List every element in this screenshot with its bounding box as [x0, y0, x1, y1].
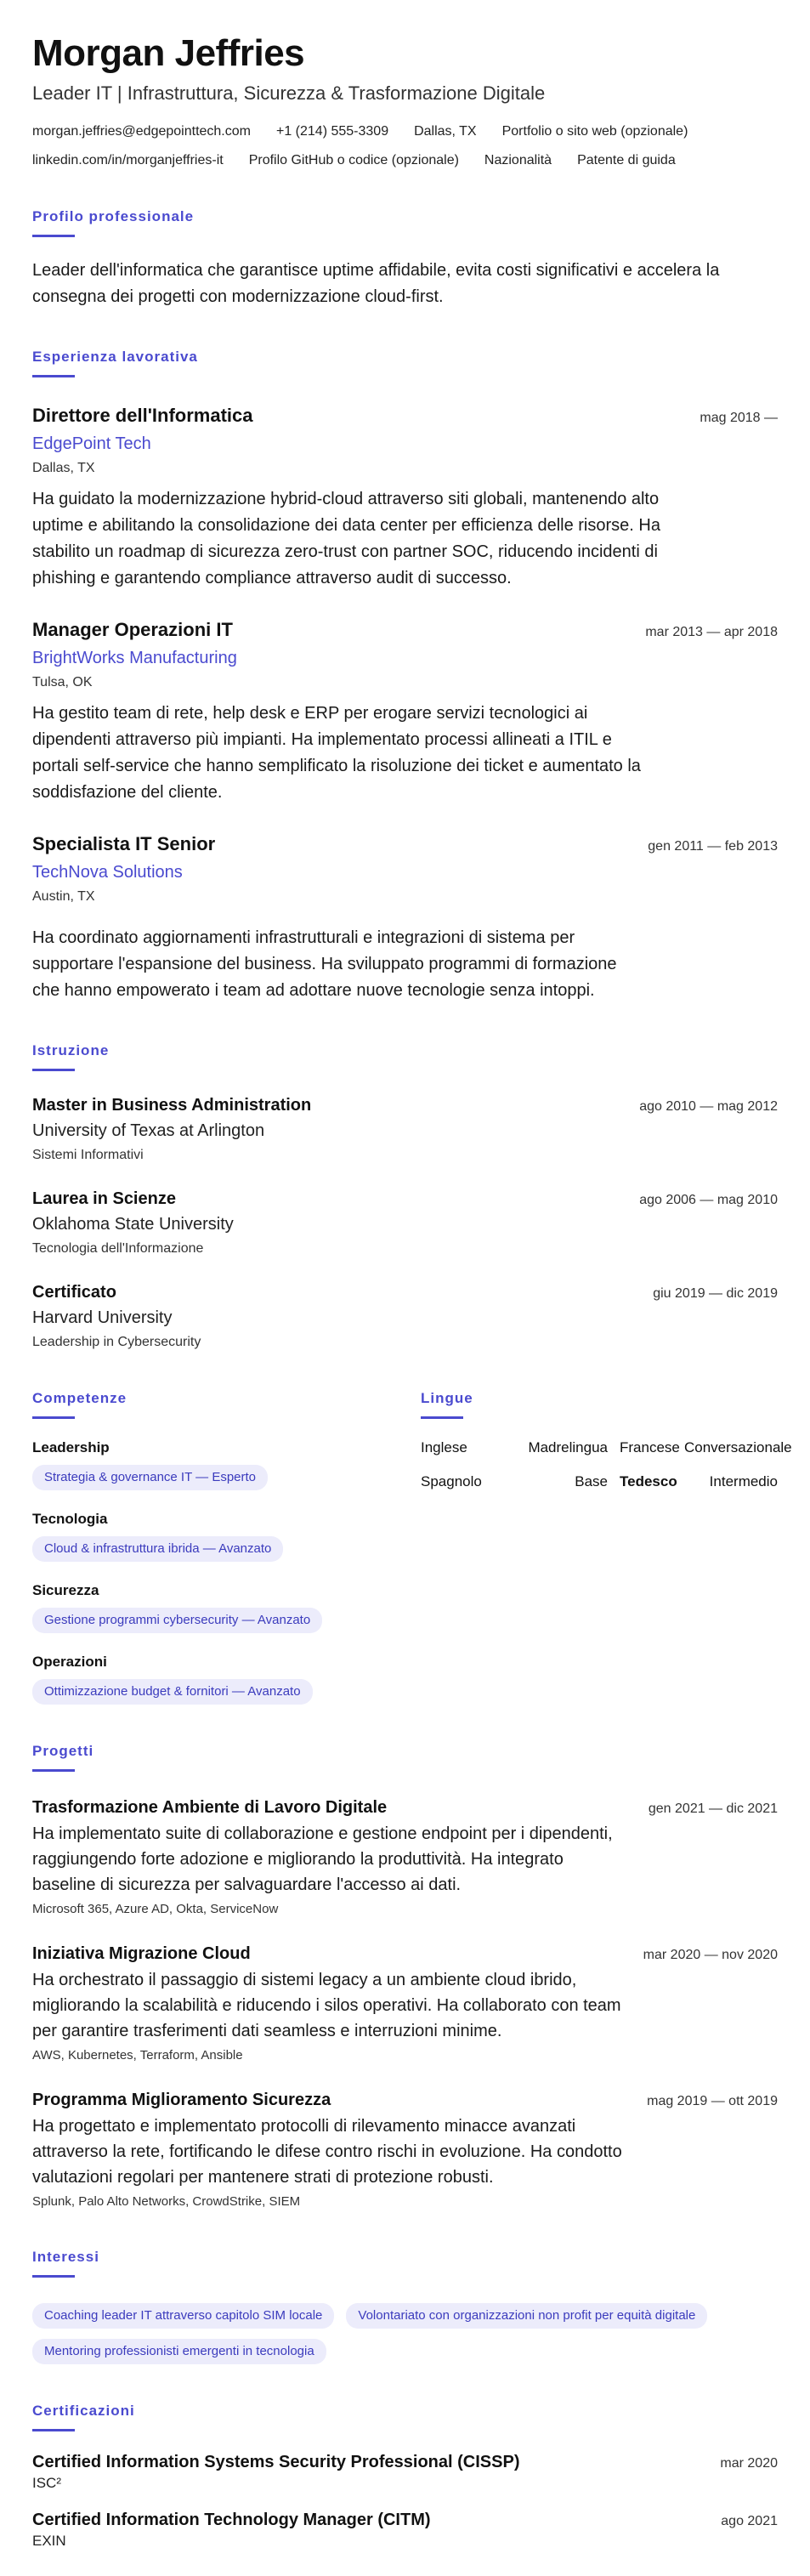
section-title: Competenze [32, 1390, 127, 1406]
education-school: Harvard University [32, 1308, 173, 1327]
language-name: Francese [620, 1439, 680, 1455]
language-name: Tedesco [620, 1473, 677, 1489]
certification-date: mar 2020 [720, 2456, 778, 2471]
section-title: Esperienza lavorativa [32, 349, 198, 365]
interests-section [32, 2248, 778, 2364]
resume-header [32, 32, 778, 170]
project-tech: AWS, Kubernetes, Terraform, Ansible [32, 2048, 243, 2063]
project-entry [32, 2088, 778, 2210]
section-title: Istruzione [32, 1042, 110, 1058]
project-dates: mag 2019 — ott 2019 [647, 2094, 778, 2108]
job-description: Ha guidato la modernizzazione hybrid-cloud attraverso siti globali, mantenendo alto uptime e abilitando la consolidazione dei data center per efficienza delle risorse. Ha stabilito un roadmap di sicurezza zero-trust con partner SOC, riducendo incidenti di phishing e garantendo compliance attraverso audit di successo. [32, 490, 660, 587]
projects-section [32, 1742, 778, 2210]
language-name: Inglese [421, 1439, 467, 1455]
section-divider [32, 235, 75, 237]
project-entry [32, 1796, 778, 1918]
language-level: Madrelingua [528, 1439, 608, 1455]
section-divider [32, 375, 75, 377]
skill-category [32, 1652, 387, 1705]
skill-pill: Cloud & infrastruttura ibrida — Avanzato [32, 1536, 283, 1562]
language-level: Conversazionale [684, 1439, 792, 1455]
project-entry [32, 1942, 778, 2064]
section-title: Lingue [421, 1390, 473, 1406]
interest-pill: Mentoring professionisti emergenti in tecnologia [32, 2339, 326, 2364]
skill-pill: Ottimizzazione budget & fornitori — Avanzato [32, 1679, 313, 1705]
skill-category [32, 1509, 387, 1562]
contact-linkedin[interactable]: linkedin.com/in/morganjeffries-it [32, 153, 224, 167]
interest-pill: Volontariato con organizzazioni non profit per equità digitale [346, 2303, 707, 2329]
language-level: Intermedio [709, 1473, 778, 1489]
profile-summary: Leader dell'informatica che garantisce uptime affidabile, evita costi significativi e accelera la consegna dei progetti con modernizzazione cloud-first. [32, 261, 720, 306]
skill-category-name: Operazioni [32, 1654, 107, 1670]
job-dates: mag 2018 — [700, 411, 778, 425]
project-title: Programma Miglioramento Sicurezza [32, 2091, 331, 2109]
project-description: Ha progettato e implementato protocolli di rilevamento minacce avanzati attraverso la rete, fortificando le difese contro rischi in evoluzione. Ha condotto valutazioni regolari per mantenere strati di protezione robusti. [32, 2117, 622, 2187]
education-field: Sistemi Informativi [32, 1148, 144, 1162]
project-title: Trasformazione Ambiente di Lavoro Digitale [32, 1798, 388, 1817]
language-row [421, 1438, 792, 1458]
education-degree: Master in Business Administration [32, 1096, 312, 1115]
job-entry [32, 617, 778, 806]
education-field: Tecnologia dell'Informazione [32, 1241, 204, 1256]
experience-section [32, 348, 778, 1004]
skills-languages-row [32, 1389, 792, 1705]
job-description: Ha gestito team di rete, help desk e ERP per erogare servizi tecnologici ai dipendenti attraverso più impianti. Ha implementato processi allineati a ITIL e portali self-service che hanno semplificato la risoluzione dei ticket e aumentato la soddisfazione del cliente. [32, 704, 641, 802]
job-dates: gen 2011 — feb 2013 [648, 839, 778, 854]
certifications-section [32, 2402, 778, 2550]
project-dates: gen 2021 — dic 2021 [648, 1801, 778, 1816]
contact-portfolio[interactable]: Portfolio o sito web (opzionale) [501, 124, 688, 139]
project-tech: Microsoft 365, Azure AD, Okta, ServiceNow [32, 1902, 279, 1916]
contact-email[interactable]: morgan.jeffries@edgepointtech.com [32, 124, 251, 139]
job-company: BrightWorks Manufacturing [32, 649, 237, 667]
job-title: Direttore dell'Informatica [32, 405, 253, 426]
contact-phone[interactable]: +1 (214) 555-3309 [275, 124, 389, 139]
education-dates: ago 2006 — mag 2010 [639, 1193, 778, 1207]
section-divider [32, 1769, 75, 1772]
project-description: Ha orchestrato il passaggio di sistemi legacy a un ambiente cloud ibrido, migliorando la scalabilità e riducendo i silos operativi. Ha collaborato con team per garantire trasferimenti dati seamless e interruzioni minime. [32, 1971, 621, 2040]
section-divider [421, 1416, 463, 1419]
certification-issuer: EXIN [32, 2533, 66, 2549]
contact-nationality: Nazionalità [484, 153, 552, 167]
section-divider [32, 2429, 75, 2431]
certification-issuer: ISC² [32, 2475, 61, 2491]
skill-category-name: Leadership [32, 1439, 110, 1455]
job-location: Dallas, TX [32, 461, 95, 475]
skill-category-name: Sicurezza [32, 1582, 99, 1598]
skill-pill: Gestione programmi cybersecurity — Avanzato [32, 1608, 322, 1633]
section-title: Profilo professionale [32, 208, 195, 224]
section-divider [32, 2275, 75, 2278]
skill-category [32, 1438, 387, 1490]
skill-category-name: Tecnologia [32, 1511, 108, 1527]
certification-date: ago 2021 [721, 2514, 778, 2528]
language-row [421, 1472, 778, 1492]
job-location: Austin, TX [32, 889, 95, 904]
skill-pill: Strategia & governance IT — Esperto [32, 1465, 268, 1490]
certification-entry [32, 2450, 778, 2493]
certification-entry [32, 2508, 778, 2550]
language-name: Spagnolo [421, 1473, 482, 1489]
education-dates: giu 2019 — dic 2019 [653, 1286, 778, 1301]
job-description: Ha coordinato aggiornamenti infrastrutturali e integrazioni di sistema per supportare l'espansione del business. Ha sviluppato programmi di formazione che hanno empowerato i team ad adottare nuove tecnologie senza intoppi. [32, 928, 617, 1000]
section-title: Certificazioni [32, 2403, 135, 2419]
education-school: University of Texas at Arlington [32, 1121, 265, 1140]
education-section [32, 1041, 778, 1352]
contact-driving-license: Patente di guida [577, 153, 676, 167]
language-level: Base [575, 1473, 608, 1489]
education-entry [32, 1280, 778, 1352]
candidate-name: Morgan Jeffries [32, 32, 305, 74]
section-divider [32, 1069, 75, 1071]
job-company: TechNova Solutions [32, 863, 183, 882]
project-title: Iniziativa Migrazione Cloud [32, 1944, 251, 1963]
certification-name: Certified Information Technology Manager (CITM) [32, 2511, 431, 2529]
education-entry [32, 1187, 778, 1258]
skill-category [32, 1580, 387, 1633]
languages-section [421, 1389, 792, 1705]
section-title: Progetti [32, 1743, 94, 1759]
education-degree: Certificato [32, 1283, 116, 1302]
profile-section [32, 207, 778, 310]
candidate-headline: Leader IT | Infrastruttura, Sicurezza & Trasformazione Digitale [32, 82, 546, 104]
project-description: Ha implementato suite di collaborazione e gestione endpoint per i dipendenti, raggiungendo forte adozione e migliorando la produttività. Ha integrato baseline di sicurezza per salvaguardare l'accesso ai dati. [32, 1824, 613, 1894]
contact-list [32, 122, 778, 170]
project-dates: mar 2020 — nov 2020 [643, 1948, 778, 1962]
section-title: Interessi [32, 2249, 99, 2265]
education-field: Leadership in Cybersecurity [32, 1335, 201, 1349]
job-entry [32, 403, 778, 592]
job-title: Manager Operazioni IT [32, 619, 233, 640]
education-school: Oklahoma State University [32, 1215, 234, 1234]
interest-pill: Coaching leader IT attraverso capitolo SIM locale [32, 2303, 334, 2329]
project-tech: Splunk, Palo Alto Networks, CrowdStrike, SIEM [32, 2194, 301, 2209]
job-dates: mar 2013 — apr 2018 [645, 625, 778, 639]
education-entry [32, 1093, 778, 1165]
contact-github[interactable]: Profilo GitHub o codice (opzionale) [248, 153, 459, 167]
contact-location: Dallas, TX [414, 124, 477, 139]
job-title: Specialista IT Senior [32, 833, 216, 854]
section-divider [32, 1416, 75, 1419]
job-entry [32, 831, 778, 1004]
job-company: EdgePoint Tech [32, 434, 151, 453]
job-location: Tulsa, OK [32, 675, 93, 689]
education-dates: ago 2010 — mag 2012 [639, 1099, 778, 1114]
education-degree: Laurea in Scienze [32, 1189, 176, 1208]
interests-list [32, 2296, 778, 2364]
skills-section [32, 1389, 387, 1705]
certification-name: Certified Information Systems Security Professional (CISSP) [32, 2453, 520, 2471]
